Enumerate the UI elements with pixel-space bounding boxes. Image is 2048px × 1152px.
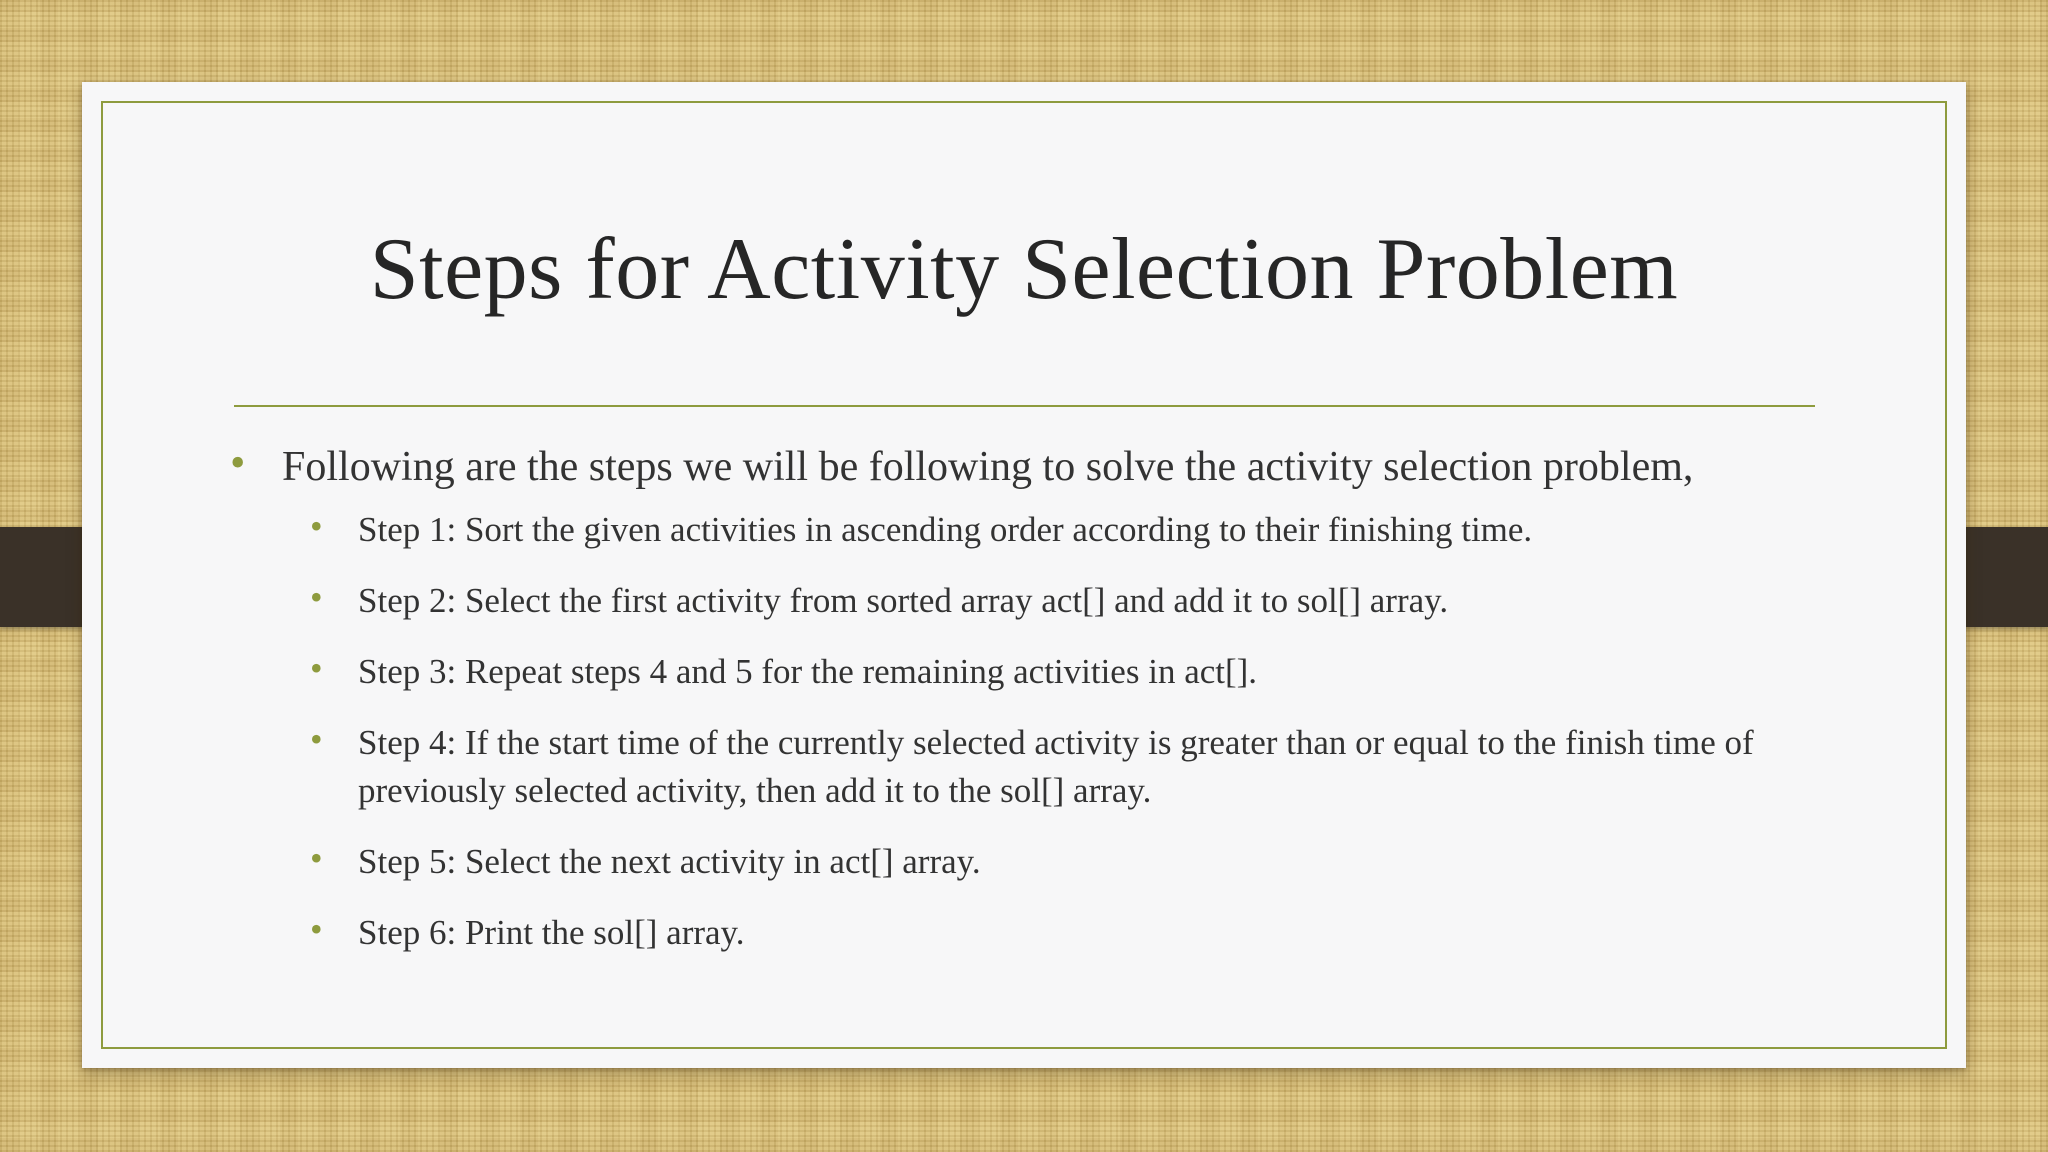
bullet-dot-icon: • [310, 648, 323, 688]
slide-body [230, 438, 1830, 980]
bullet-dot-icon: • [310, 719, 323, 759]
step-item-6 [230, 909, 1830, 957]
step-text: Step 3: Repeat steps 4 and 5 for the remaining activities in act[]. [358, 652, 1258, 691]
slide-title: Steps for Activity Selection Problem [369, 221, 1679, 318]
step-text: Step 6: Print the sol[] array. [358, 913, 745, 952]
step-text: Step 5: Select the next activity in act[] array. [358, 842, 981, 881]
intro-bullet [230, 438, 1830, 496]
bullet-dot-icon: • [310, 506, 323, 546]
title-divider [234, 405, 1815, 407]
step-text: Step 1: Sort the given activities in ascending order according to their finishing time. [358, 510, 1533, 549]
step-item-2 [230, 577, 1830, 625]
bullet-dot-icon: • [310, 909, 323, 949]
bullet-dot-icon: • [310, 838, 323, 878]
step-item-3 [230, 648, 1830, 696]
step-item-4 [230, 719, 1830, 815]
intro-text: Following are the steps we will be following to solve the activity selection problem, [282, 444, 1694, 490]
step-item-1 [230, 506, 1830, 554]
step-text: Step 4: If the start time of the currently selected activity is greater than or equal to the finish time of previously selected activity, then add it to the sol[] array. [358, 723, 1754, 810]
step-text: Step 2: Select the first activity from sorted array act[] and add it to sol[] array. [358, 581, 1449, 620]
bullet-dot-icon: • [230, 438, 246, 487]
step-item-5 [230, 838, 1830, 886]
bullet-dot-icon: • [310, 577, 323, 617]
